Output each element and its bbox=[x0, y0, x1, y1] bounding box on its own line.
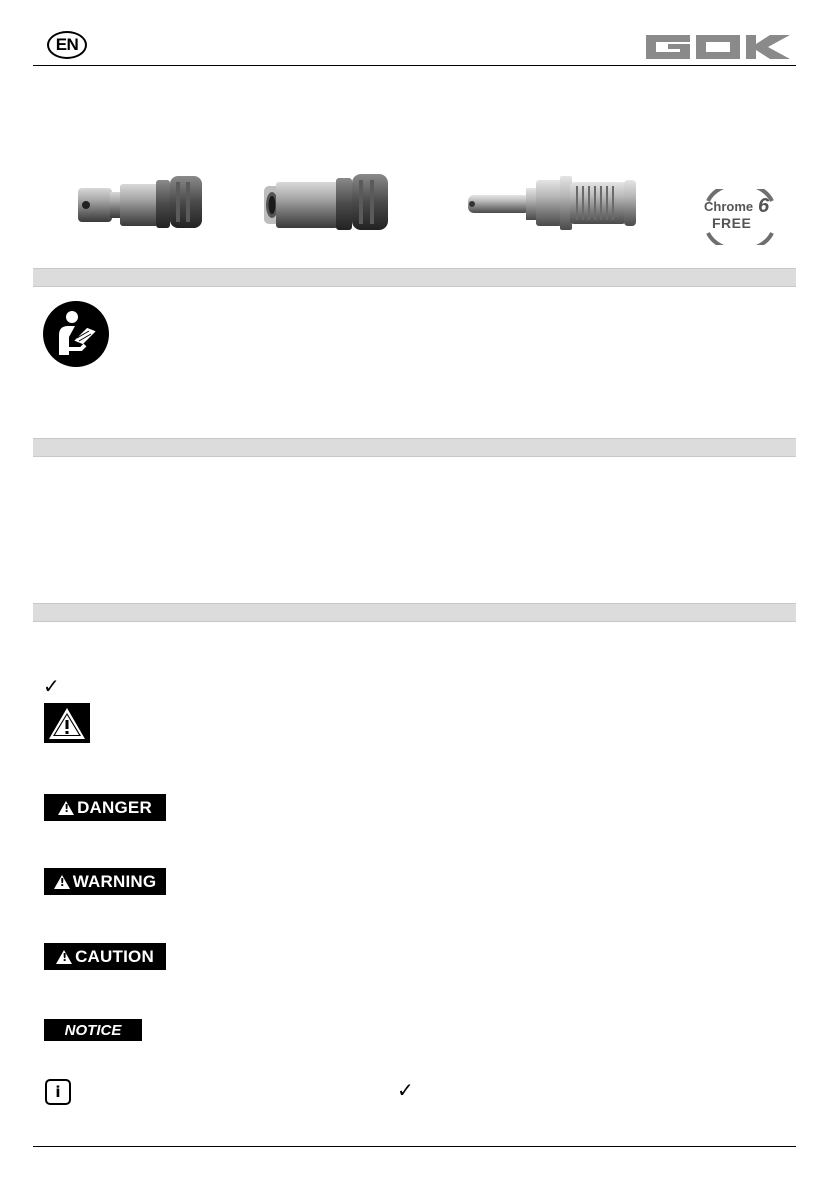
section-bar-3 bbox=[33, 603, 796, 622]
gok-logo bbox=[644, 32, 792, 62]
female-thread-coupling-image bbox=[262, 170, 394, 236]
section-bar-2 bbox=[33, 438, 796, 457]
danger-text: DANGER bbox=[77, 797, 152, 817]
notice-label bbox=[44, 1019, 142, 1041]
read-manual-icon bbox=[41, 299, 111, 369]
section-bar-1 bbox=[33, 268, 796, 287]
caution-alert-icon bbox=[56, 950, 72, 964]
warning-triangle-icon bbox=[44, 703, 90, 743]
language-code: EN bbox=[55, 35, 79, 54]
warning-alert-icon bbox=[54, 875, 70, 889]
header-rule bbox=[33, 65, 796, 66]
language-badge bbox=[47, 31, 87, 59]
caution-label bbox=[44, 943, 166, 970]
footer-rule bbox=[33, 1146, 796, 1147]
badge-digit: 6 bbox=[758, 195, 770, 217]
caution-text: CAUTION bbox=[75, 946, 154, 966]
info-check-mark: ✓ bbox=[397, 1078, 414, 1102]
badge-line2: FREE bbox=[712, 215, 752, 231]
hose-nozzle-coupling-image bbox=[466, 170, 640, 236]
danger-alert-icon bbox=[58, 801, 74, 815]
warning-label bbox=[44, 868, 166, 895]
info-letter: i bbox=[55, 1083, 61, 1101]
compression-fitting-coupling-image bbox=[76, 170, 208, 236]
warning-text: WARNING bbox=[72, 871, 157, 891]
chrome6-free-badge bbox=[700, 189, 780, 245]
result-check-mark: ✓ bbox=[43, 674, 60, 698]
badge-line1: Chrome bbox=[704, 199, 754, 214]
danger-label bbox=[44, 794, 166, 821]
info-icon bbox=[45, 1079, 71, 1105]
notice-text: NOTICE bbox=[64, 1021, 122, 1039]
